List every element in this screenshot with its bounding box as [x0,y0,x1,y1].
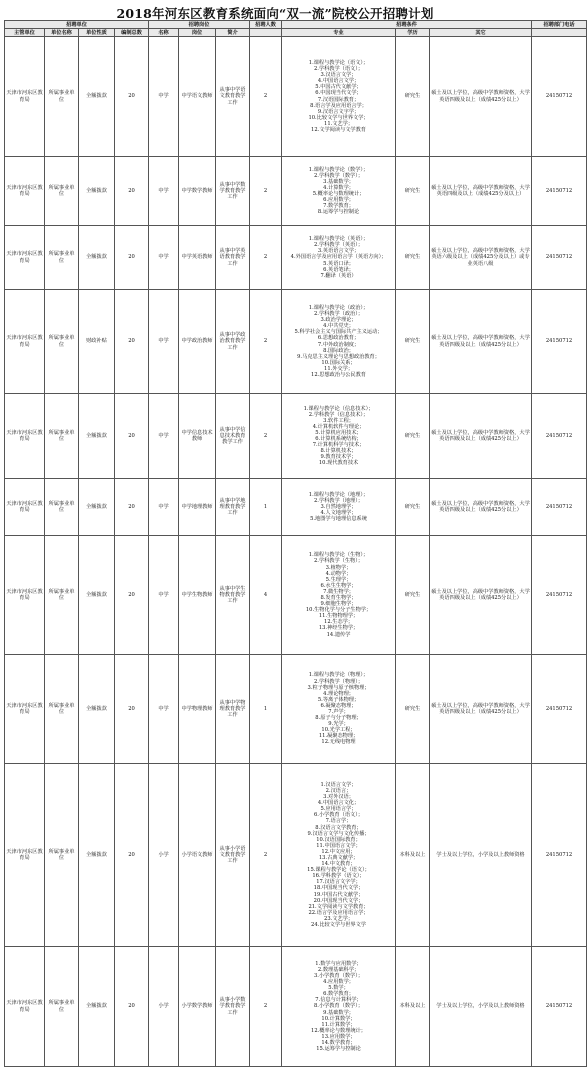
cell-dept: 天津市河东区教育局 [5,655,45,764]
major-item: 9.马克思主义理论与思想政治教育； [297,353,380,360]
cell-post: 中学地理教师 [179,479,216,536]
col-header-degree: 学历 [396,29,430,37]
cell-majors [282,655,396,764]
cell-post: 中学信息技术教师 [179,394,216,479]
major-item: 1.课程与教学论（英语）； [308,236,369,243]
cell-dept: 天津市河东区教育局 [5,157,45,226]
major-item: 14.中文教育； [321,861,356,868]
cell-school-level: 中学 [149,394,179,479]
major-item: 6.数学教育； [323,991,354,998]
major-item: 11.外交学； [324,365,354,372]
cell-quota: 20 [115,157,149,226]
table-row [5,479,587,536]
major-item: 2.学科教学（政治）； [313,311,364,318]
cell-majors [282,947,396,1067]
cell-funding: 财政补贴 [79,290,115,394]
major-item: 9.教育技术学； [320,454,357,461]
table-row [5,536,587,655]
cell-phone: 24150712 [532,536,587,655]
major-item: 9.细胞生物学； [320,601,357,608]
major-item: 14.遗传学 [326,631,351,638]
cell-phone: 24150712 [532,655,587,764]
major-item: 3.粒子物理与原子核物理； [307,684,370,691]
major-item: 12.概率论与数理统计； [311,1027,366,1034]
major-item: 9.基础数学； [323,1009,354,1016]
cell-funding: 全额拨款 [79,764,115,947]
cell-intro: 从事中学信息技术教育教学工作 [216,394,250,479]
table-row [5,37,587,157]
major-item: 23.文艺学； [324,915,354,922]
major-item: 5.生理学； [325,576,352,583]
major-item: 6.应用数学； [323,197,354,204]
major-item: 9.汉语言文学与文化传播； [307,830,370,837]
major-item: 7.汉语国际教育； [317,96,360,103]
major-item: 6.英语笔译； [323,266,354,273]
group-header-conditions: 招聘条件 [282,21,532,29]
cell-count: 1 [250,655,282,764]
cell-degree: 本科及以上 [396,764,430,947]
cell-unit-type: 所属事业单位 [45,536,79,655]
cell-unit-type: 所属事业单位 [45,37,79,157]
cell-funding: 全额拨款 [79,655,115,764]
cell-intro: 从事中学语文教育教学工作 [216,37,250,157]
cell-count: 2 [250,37,282,157]
cell-unit-type: 所属事业单位 [45,764,79,947]
major-item: 1.课程与教学论（物理）； [308,672,369,679]
cell-count: 2 [250,947,282,1067]
major-item: 7.计算机科学与技术； [312,442,365,449]
cell-intro: 从事小学语文教育教学工作 [216,764,250,947]
major-item: 10.国际关系； [321,359,356,366]
major-item: 1.课程与教学论（政治）； [308,304,369,311]
major-item: 22.语言学及应用语言学； [308,909,369,916]
cell-degree: 研究生 [396,37,430,157]
major-item: 9.光学； [328,721,349,728]
cell-phone: 24150712 [532,37,587,157]
cell-dept: 天津市河东区教育局 [5,37,45,157]
major-item: 8.汉语言文学教育； [315,824,362,831]
major-item: 5.英语口译； [323,260,354,267]
cell-dept: 天津市河东区教育局 [5,394,45,479]
cell-degree: 研究生 [396,226,430,290]
major-item: 11.凝聚态物理； [318,733,359,740]
major-item: 4.动物学； [325,570,352,577]
cell-majors [282,764,396,947]
cell-majors [282,37,396,157]
major-item: 12.文学阅读与文学教育 [311,126,366,133]
major-item: 2.汉语言； [325,787,352,794]
cell-school-level: 中学 [149,479,179,536]
major-item: 8.小学教育（数学）； [313,1003,364,1010]
cell-other: 学士及以上学位，小学及以上教师资格 [430,764,532,947]
cell-post: 中学生物教师 [179,536,216,655]
cell-dept: 天津市河东区教育局 [5,479,45,536]
cell-degree: 本科及以上 [396,947,430,1067]
cell-school-level: 中学 [149,536,179,655]
cell-quota: 20 [115,947,149,1067]
major-item: 6.凝聚态物理； [320,702,357,709]
major-item: 21.文学阅读与文学教育； [308,903,369,910]
cell-post: 中学英语教师 [179,226,216,290]
major-item: 10.比较文学与世界文学； [308,114,369,121]
major-item: 2.学科教学（语文）； [313,66,364,73]
major-item: 3.软件工程； [323,417,354,424]
group-header-row [5,21,587,29]
major-item: 10.光学工程； [321,727,356,734]
major-item: 18.中国现当代文学； [313,885,364,892]
major-item: 8.发育生物学； [320,595,357,601]
major-item: 6.思想政治教育； [317,335,360,342]
major-item: 1.课程与教学论（地理）； [308,491,369,498]
col-header-major: 专业 [282,29,396,37]
table-row [5,764,587,947]
major-item: 1.课程与教学论（语文）； [308,59,369,66]
major-item: 5.科学社会主义与国际共产主义运动； [294,329,383,336]
cell-quota: 20 [115,479,149,536]
cell-count: 1 [250,479,282,536]
cell-other: 硕士及以上学位，高级中学教师资格，大学英语四级及以上（成绩425分以上） [430,290,532,394]
major-item: 10.现代教育技术 [318,460,359,467]
cell-funding: 全额拨款 [79,37,115,157]
major-item: 12.中文应用； [321,848,356,855]
col-header-intro: 简介 [216,29,250,37]
major-item: 7.数学教育； [323,203,354,210]
table-row [5,290,587,394]
cell-funding: 全额拨款 [79,947,115,1067]
cell-unit-type: 所属事业单位 [45,479,79,536]
cell-majors [282,226,396,290]
major-item: 7.微生物学； [323,588,354,595]
cell-phone: 24150712 [532,394,587,479]
major-item: 7.信息与计算科学； [315,997,362,1004]
major-item: 1.课程与教学论（信息技术）； [303,405,374,412]
cell-school-level: 小学 [149,764,179,947]
major-item: 6.小学教育（语文）； [313,812,364,819]
major-item: 12.思想政治与公民教育 [311,371,366,378]
major-item: 5.地图学与地理信息系统 [310,516,367,523]
cell-degree: 研究生 [396,394,430,479]
document-title: 2018年河东区教育系统面向“双一流”院校公开招聘计划 [116,6,434,21]
cell-degree: 研究生 [396,157,430,226]
table-row [5,655,587,764]
cell-unit-type: 所属事业单位 [45,290,79,394]
major-item: 5.数学； [328,985,349,992]
major-item: 2.数理基础科学； [317,966,360,973]
major-item: 3.政治学理论； [320,317,357,324]
cell-majors [282,290,396,394]
cell-count: 2 [250,764,282,947]
major-item: 17.汉语言文字学； [316,879,361,886]
cell-funding: 全额拨款 [79,479,115,536]
cell-other: 硕士及以上学位，高级中学教师资格，大学英语六级及以上（成绩425分及以上）或专业英语八级 [430,226,532,290]
cell-phone: 24150712 [532,479,587,536]
cell-quota: 20 [115,37,149,157]
cell-count: 2 [250,157,282,226]
major-item: 9.汉语言文字学； [317,108,360,115]
cell-phone: 24150712 [532,157,587,226]
cell-quota: 20 [115,536,149,655]
cell-post: 中学数学教师 [179,157,216,226]
major-item: 15.课程与教学论（语文）； [307,867,370,874]
cell-post: 小学数学教师 [179,947,216,1067]
col-header-phone [532,29,587,37]
cell-majors [282,394,396,479]
major-item: 1.课程与教学论（数学）； [308,166,369,173]
major-item: 11.计算数学； [321,1021,356,1028]
major-item: 7.翻译（英语） [320,272,357,279]
major-item: 2.学科教学（物理）； [313,678,364,685]
recruitment-table [4,20,587,1067]
table-row [5,394,587,479]
major-item: 16.学科教学（语文）； [312,873,365,880]
major-item: 4.中国语言文化； [317,800,360,807]
major-item: 2.学科教学（信息技术）； [308,411,369,418]
major-item: 11.文艺学； [324,120,354,127]
table-row [5,947,587,1067]
cell-other: 硕士及以上学位，高级中学教师资格，大学英语四级及以上（成绩425分以上） [430,394,532,479]
cell-unit-type: 所属事业单位 [45,226,79,290]
major-item: 14.数学教育； [321,1040,356,1047]
cell-intro: 从事中学英语教育教学工作 [216,226,250,290]
col-header-post: 岗位 [179,29,216,37]
group-header-post: 招聘岗位 [149,21,250,29]
major-item: 6.计算机系统结构； [315,436,362,442]
major-item: 3.基础数学； [323,178,354,185]
major-item: 6.中国现当代文学； [315,90,362,97]
major-item: 8.国际政治； [323,347,354,354]
cell-school-level: 中学 [149,655,179,764]
cell-quota: 20 [115,394,149,479]
cell-count: 2 [250,290,282,394]
cell-other: 硕士及以上学位，高级中学教师资格，大学英语四级及以上（成绩425分以上） [430,536,532,655]
cell-phone: 24150712 [532,226,587,290]
cell-other: 学士及以上学位，小学及以上教师资格 [430,947,532,1067]
cell-intro: 从事中学数学教育教学工作 [216,157,250,226]
cell-degree: 研究生 [396,655,430,764]
major-item: 5.计算机应用技术； [315,429,362,436]
major-item: 3.汉语言文学； [320,72,357,79]
cell-phone: 24150712 [532,947,587,1067]
cell-dept: 天津市河东区教育局 [5,290,45,394]
major-item: 7.中外政治制度； [317,341,360,348]
cell-quota: 20 [115,290,149,394]
major-item: 8.原子与分子物理； [315,715,362,722]
cell-unit-type: 所属事业单位 [45,394,79,479]
cell-dept: 天津市河东区教育局 [5,947,45,1067]
col-header-count [250,29,282,37]
cell-unit-type: 所属事业单位 [45,947,79,1067]
major-item: 2.学科教学（英语）； [313,242,364,249]
cell-other: 硕士及以上学位，高级中学教师资格，大学英语四级及以上（成绩425分以上） [430,479,532,536]
cell-post: 小学语文教师 [179,764,216,947]
cell-funding: 全额拨款 [79,394,115,479]
major-item: 4.人文地理学； [320,510,357,517]
table-row [5,226,587,290]
major-item: 3.自然地理学； [320,503,357,510]
cell-post: 中学物理教师 [179,655,216,764]
major-item: 2.学科教学（地理）； [313,497,364,504]
major-item: 20.中国现当代文学； [313,897,364,904]
cell-phone: 24150712 [532,290,587,394]
cell-dept: 天津市河东区教育局 [5,226,45,290]
cell-degree: 研究生 [396,290,430,394]
cell-quota: 20 [115,655,149,764]
cell-dept: 天津市河东区教育局 [5,764,45,947]
major-item: 24.比较文学与世界文学 [311,922,366,929]
cell-dept: 天津市河东区教育局 [5,536,45,655]
cell-intro: 从事小学数学教育教学工作 [216,947,250,1067]
col-header-other: 其它 [430,29,532,37]
major-item: 7.声学； [328,709,349,715]
major-item: 4.应用数学； [323,979,354,986]
major-item: 4.计算数学； [323,184,354,191]
column-header-row [5,29,587,37]
major-item: 1.汉语言文学； [320,781,357,788]
major-item: 15.运筹学与控制论 [316,1046,361,1053]
cell-degree: 研究生 [396,479,430,536]
cell-unit-type: 所属事业单位 [45,655,79,764]
cell-other: 硕士及以上学位，高级中学教师资格，大学英语四级及以上（成绩425分以上） [430,655,532,764]
group-header-count: 招聘人数 [250,21,282,29]
major-item: 4.理论物理； [323,690,354,697]
major-item: 12.生态学； [324,619,354,626]
table-row [5,157,587,226]
major-item: 4.中共党史； [323,323,354,330]
major-item: 6.水生生物学； [320,582,357,589]
major-item: 13.神经生物学； [318,625,359,632]
group-header-employer: 招聘单位 [5,21,149,29]
major-item: 3.小学教育（数学）； [313,972,364,979]
major-item: 2.学科教学（数学）； [313,172,364,179]
cell-unit-type: 所属事业单位 [45,157,79,226]
cell-phone: 24150712 [532,764,587,947]
major-item: 8.计算机技术； [320,448,357,455]
major-item: 11.中国语言文学； [316,842,361,849]
major-item: 1.数学与应用数学； [315,960,362,967]
major-item: 7.语言学； [325,818,352,825]
major-item: 1.课程与教学论（生物）； [308,552,369,559]
cell-post: 中学政治教师 [179,290,216,394]
major-item: 8.运筹学与控制论 [317,209,360,216]
cell-other: 硕士及以上学位，高级中学教师资格，大学英语四级及以上（成绩425分以上） [430,37,532,157]
cell-intro: 从事中学地理教育教学工作 [216,479,250,536]
major-item: 11.生物物理学； [318,613,359,620]
cell-school-level: 中学 [149,226,179,290]
cell-count: 2 [250,394,282,479]
major-item: 10.汉语国际教育； [316,836,361,843]
major-item: 5.等离子体物理； [317,696,360,703]
col-header-dept: 主管单位 [5,29,45,37]
cell-intro: 从事中学生物教育教学工作 [216,536,250,655]
major-item: 13.古典文献学； [318,855,359,861]
col-header-unit: 单位名称 [45,29,79,37]
col-header-quota: 编制总数 [115,29,149,37]
cell-other: 硕士及以上学位，高级中学教师资格，大学英语四级及以上（成绩425分及以上） [430,157,532,226]
cell-intro: 从事中学政治教育教学工作 [216,290,250,394]
cell-count: 2 [250,226,282,290]
cell-majors [282,536,396,655]
cell-funding: 全额拨款 [79,157,115,226]
major-item: 3.英语语言文学； [317,248,360,255]
cell-count: 4 [250,536,282,655]
cell-post: 中学语文教师 [179,37,216,157]
cell-quota: 20 [115,226,149,290]
major-item: 5.应用语言学； [320,806,357,813]
major-item: 12.无线电物理 [321,739,356,746]
cell-intro: 从事中学物理教育教学工作 [216,655,250,764]
major-item: 3.对外汉语； [323,794,354,801]
cell-majors [282,157,396,226]
major-item: 2.学科教学（生物）； [313,558,364,565]
group-header-phone: 招聘部门电话 [532,21,587,29]
major-item: 10.计算数学； [321,1015,356,1022]
major-item: 5.中国古代文献学； [315,84,362,91]
cell-school-level: 中学 [149,290,179,394]
major-item: 4.外国语言学及应用语言学（英语方向）； [290,254,387,261]
cell-degree: 研究生 [396,536,430,655]
cell-majors [282,479,396,536]
cell-school-level: 中学 [149,157,179,226]
cell-school-level: 中学 [149,37,179,157]
cell-school-level: 小学 [149,947,179,1067]
major-item: 13.应用数学； [321,1033,356,1040]
major-item: 4.中国语言文学； [317,78,360,85]
col-header-funding: 单位性质 [79,29,115,37]
cell-funding: 全额拨款 [79,536,115,655]
cell-quota: 20 [115,764,149,947]
major-item: 10.生物化学与分子生物学； [305,607,372,614]
major-item: 8.语言学及应用语言学； [310,102,367,109]
major-item: 19.中国古代文献学； [313,891,364,898]
major-item: 3.植物学； [325,564,352,571]
col-header-name: 名称 [149,29,179,37]
cell-funding: 全额拨款 [79,226,115,290]
major-item: 5.概率论与数理统计； [312,191,365,197]
table-body [5,37,587,1067]
major-item: 4.计算机软件与理论； [312,423,365,430]
